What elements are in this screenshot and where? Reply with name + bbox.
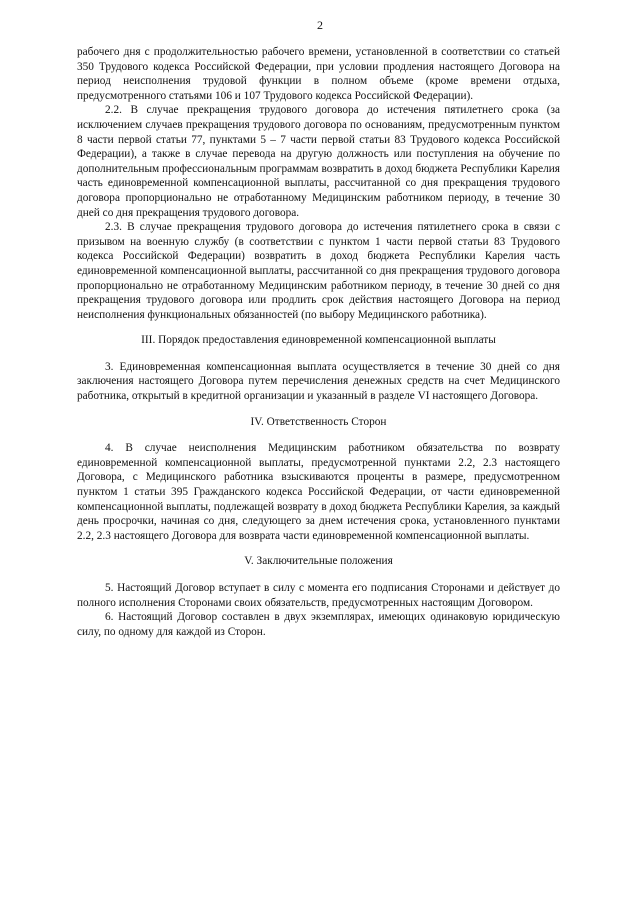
page-number: 2 <box>317 18 323 32</box>
section-heading: III. Порядок предоставления единовременной компенсационной выплаты <box>141 334 496 347</box>
paragraph: 3. Единовременная компенсационная выплата осуществляется в течение 30 дней со дня заключения настоящего Договора путем перечисления денежных средств на счет Медицинского работника, открытый в кредитной организации и указанный в разделе VI настоящего Договора. <box>77 360 560 403</box>
paragraph: 4. В случае неисполнения Медицинским работником обязательства по возврату единовременной компенсационной выплаты, предусмотренной пунктами 2.2, 2.3 настоящего Договора, с Медицинского работника взыскиваются проценты в размере, предусмотренном пунктом 1 статьи 395 Гражданского кодекса Российской Федерации, от части единовременной компенсационной выплаты, подлежащей возврату в доход бюджета Республики Карелия, за каждый день просрочки, начиная со дня, следующего за днем истечения срока, установленного пунктами 2.2, 2.3 настоящего Договора для возврата части единовременной компенсационной выплаты. <box>77 442 560 542</box>
paragraph: 2.3. В случае прекращения трудового договора до истечения пятилетнего срока в связи с призывом на военную службу (в соответствии с пунктом 1 части первой статьи 83 Трудового кодекса Российской Федерации) возвратить в доход бюджета Республики Карелия часть единовременной компенсационной выплаты, рассчитанной со дня прекращения трудового договора пропорционально не отработанному Медицинским работником периоду, в течение 30 дней со дня прекращения трудового договора или продлить срок действия настоящего Договора на период неисполнения функциональных обязанностей (по выбору Медицинского работника). <box>77 221 560 321</box>
paragraph: 5. Настоящий Договор вступает в силу с момента его подписания Сторонами и действует до полного исполнения Сторонами своих обязательств, предусмотренных настоящим Договором. <box>77 582 560 609</box>
section-heading: IV. Ответственность Сторон <box>250 415 387 428</box>
document-body <box>77 45 560 639</box>
section-heading: V. Заключительные положения <box>244 555 393 568</box>
paragraph: 6. Настоящий Договор составлен в двух экземплярах, имеющих одинаковую юридическую силу, по одному для каждой из Сторон. <box>77 611 560 638</box>
paragraph: 2.2. В случае прекращения трудового договора до истечения пятилетнего срока (за исключением случаев прекращения трудового договора по основаниям, предусмотренным пунктом 8 части первой статьи 77, пунктами 5 – 7 части первой статьи 83 Трудового кодекса Российской Федерации), а также в случае перевода на другую должность или поступления на обучение по дополнительным профессиональным программам возвратить в доход бюджета Республики Карелия часть единовременной компенсационной выплаты, рассчитанной со дня прекращения трудового договора пропорционально не отработанному Медицинским работником периоду, в течение 30 дней со дня прекращения трудового договора. <box>77 104 560 219</box>
paragraph: рабочего дня с продолжительностью рабочего времени, установленной в соответствии со статьей 350 Трудового кодекса Российской Федерации, при условии продления настоящего Договора на период неисполнения трудовой функции в полном объеме (кроме времени отдыха, предусмотренного статьями 106 и 107 Трудового кодекса Российской Федерации). <box>77 46 560 102</box>
